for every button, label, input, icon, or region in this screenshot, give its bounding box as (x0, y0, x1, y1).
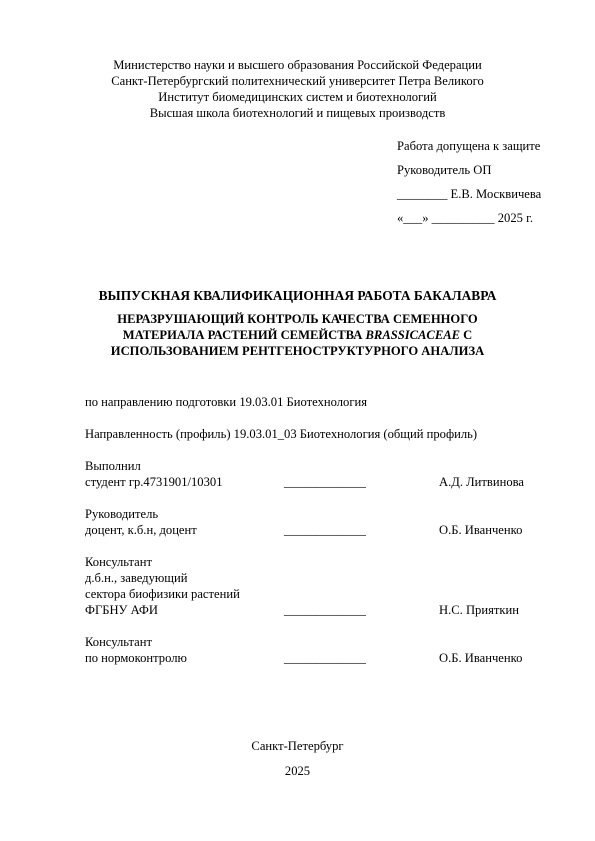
consultant1-detail-3: ФГБНУ АФИ (85, 603, 158, 617)
consultant2-signature-line: _____________ (284, 651, 366, 665)
consultant1-name: Н.С. Прияткин (439, 603, 519, 617)
profile-line: Направленность (профиль) 19.03.01_03 Биотехнология (общий профиль) (85, 427, 478, 441)
performer-detail: студент гр.4731901/10301 (85, 475, 223, 489)
consultant2-detail: по нормоконтролю (85, 651, 187, 665)
consultant1-role: Консультант (85, 555, 153, 569)
supervisor-signature-line: _____________ (284, 523, 366, 537)
approval-signature: ________ Е.В. Москвичева (397, 187, 542, 201)
university-line: Санкт-Петербургский политехнический университет Петра Великого (111, 74, 484, 88)
topic-line-2-end: С (460, 328, 473, 342)
institute-line: Институт биомедицинских систем и биотехнологий (158, 90, 437, 104)
school-line: Высшая школа биотехнологий и пищевых производств (149, 106, 446, 120)
consultant1-detail-1: д.б.н., заведующий (85, 571, 188, 585)
supervisor-role: Руководитель (85, 507, 159, 521)
consultant2-name: О.Б. Иванченко (439, 651, 523, 665)
consultant1-signature-line: _____________ (284, 603, 366, 617)
performer-role: Выполнил (85, 459, 141, 473)
approval-date: «___» __________ 2025 г. (397, 211, 533, 225)
footer-year: 2025 (284, 764, 311, 778)
consultant1-detail-2: сектора биофизики растений (85, 587, 240, 601)
work-type-title: ВЫПУСКНАЯ КВАЛИФИКАЦИОННАЯ РАБОТА БАКАЛАВРА (98, 288, 497, 303)
performer-name: А.Д. Литвинова (439, 475, 525, 489)
supervisor-name: О.Б. Иванченко (439, 523, 523, 537)
ministry-line: Министерство науки и высшего образования Российской Федерации (113, 58, 482, 72)
supervisor-detail: доцент, к.б.н, доцент (85, 523, 197, 537)
approval-admitted: Работа допущена к защите (397, 139, 541, 153)
topic-line-2-start: МАТЕРИАЛА РАСТЕНИЙ СЕМЕЙСТВА (122, 328, 366, 342)
topic-family-name: BRASSICACEAE (365, 328, 461, 342)
topic-line-2 (0, 328, 595, 343)
footer-city: Санкт-Петербург (251, 739, 344, 753)
approval-head: Руководитель ОП (397, 163, 492, 177)
topic-line-1: НЕРАЗРУШАЮЩИЙ КОНТРОЛЬ КАЧЕСТВА СЕМЕННОГО (117, 312, 478, 326)
consultant2-role: Консультант (85, 635, 153, 649)
performer-signature-line: _____________ (284, 475, 366, 489)
topic-line-3: ИСПОЛЬЗОВАНИЕМ РЕНТГЕНОСТРУКТУРНОГО АНАЛИЗА (110, 344, 485, 358)
direction-line: по направлению подготовки 19.03.01 Биотехнология (85, 395, 368, 409)
